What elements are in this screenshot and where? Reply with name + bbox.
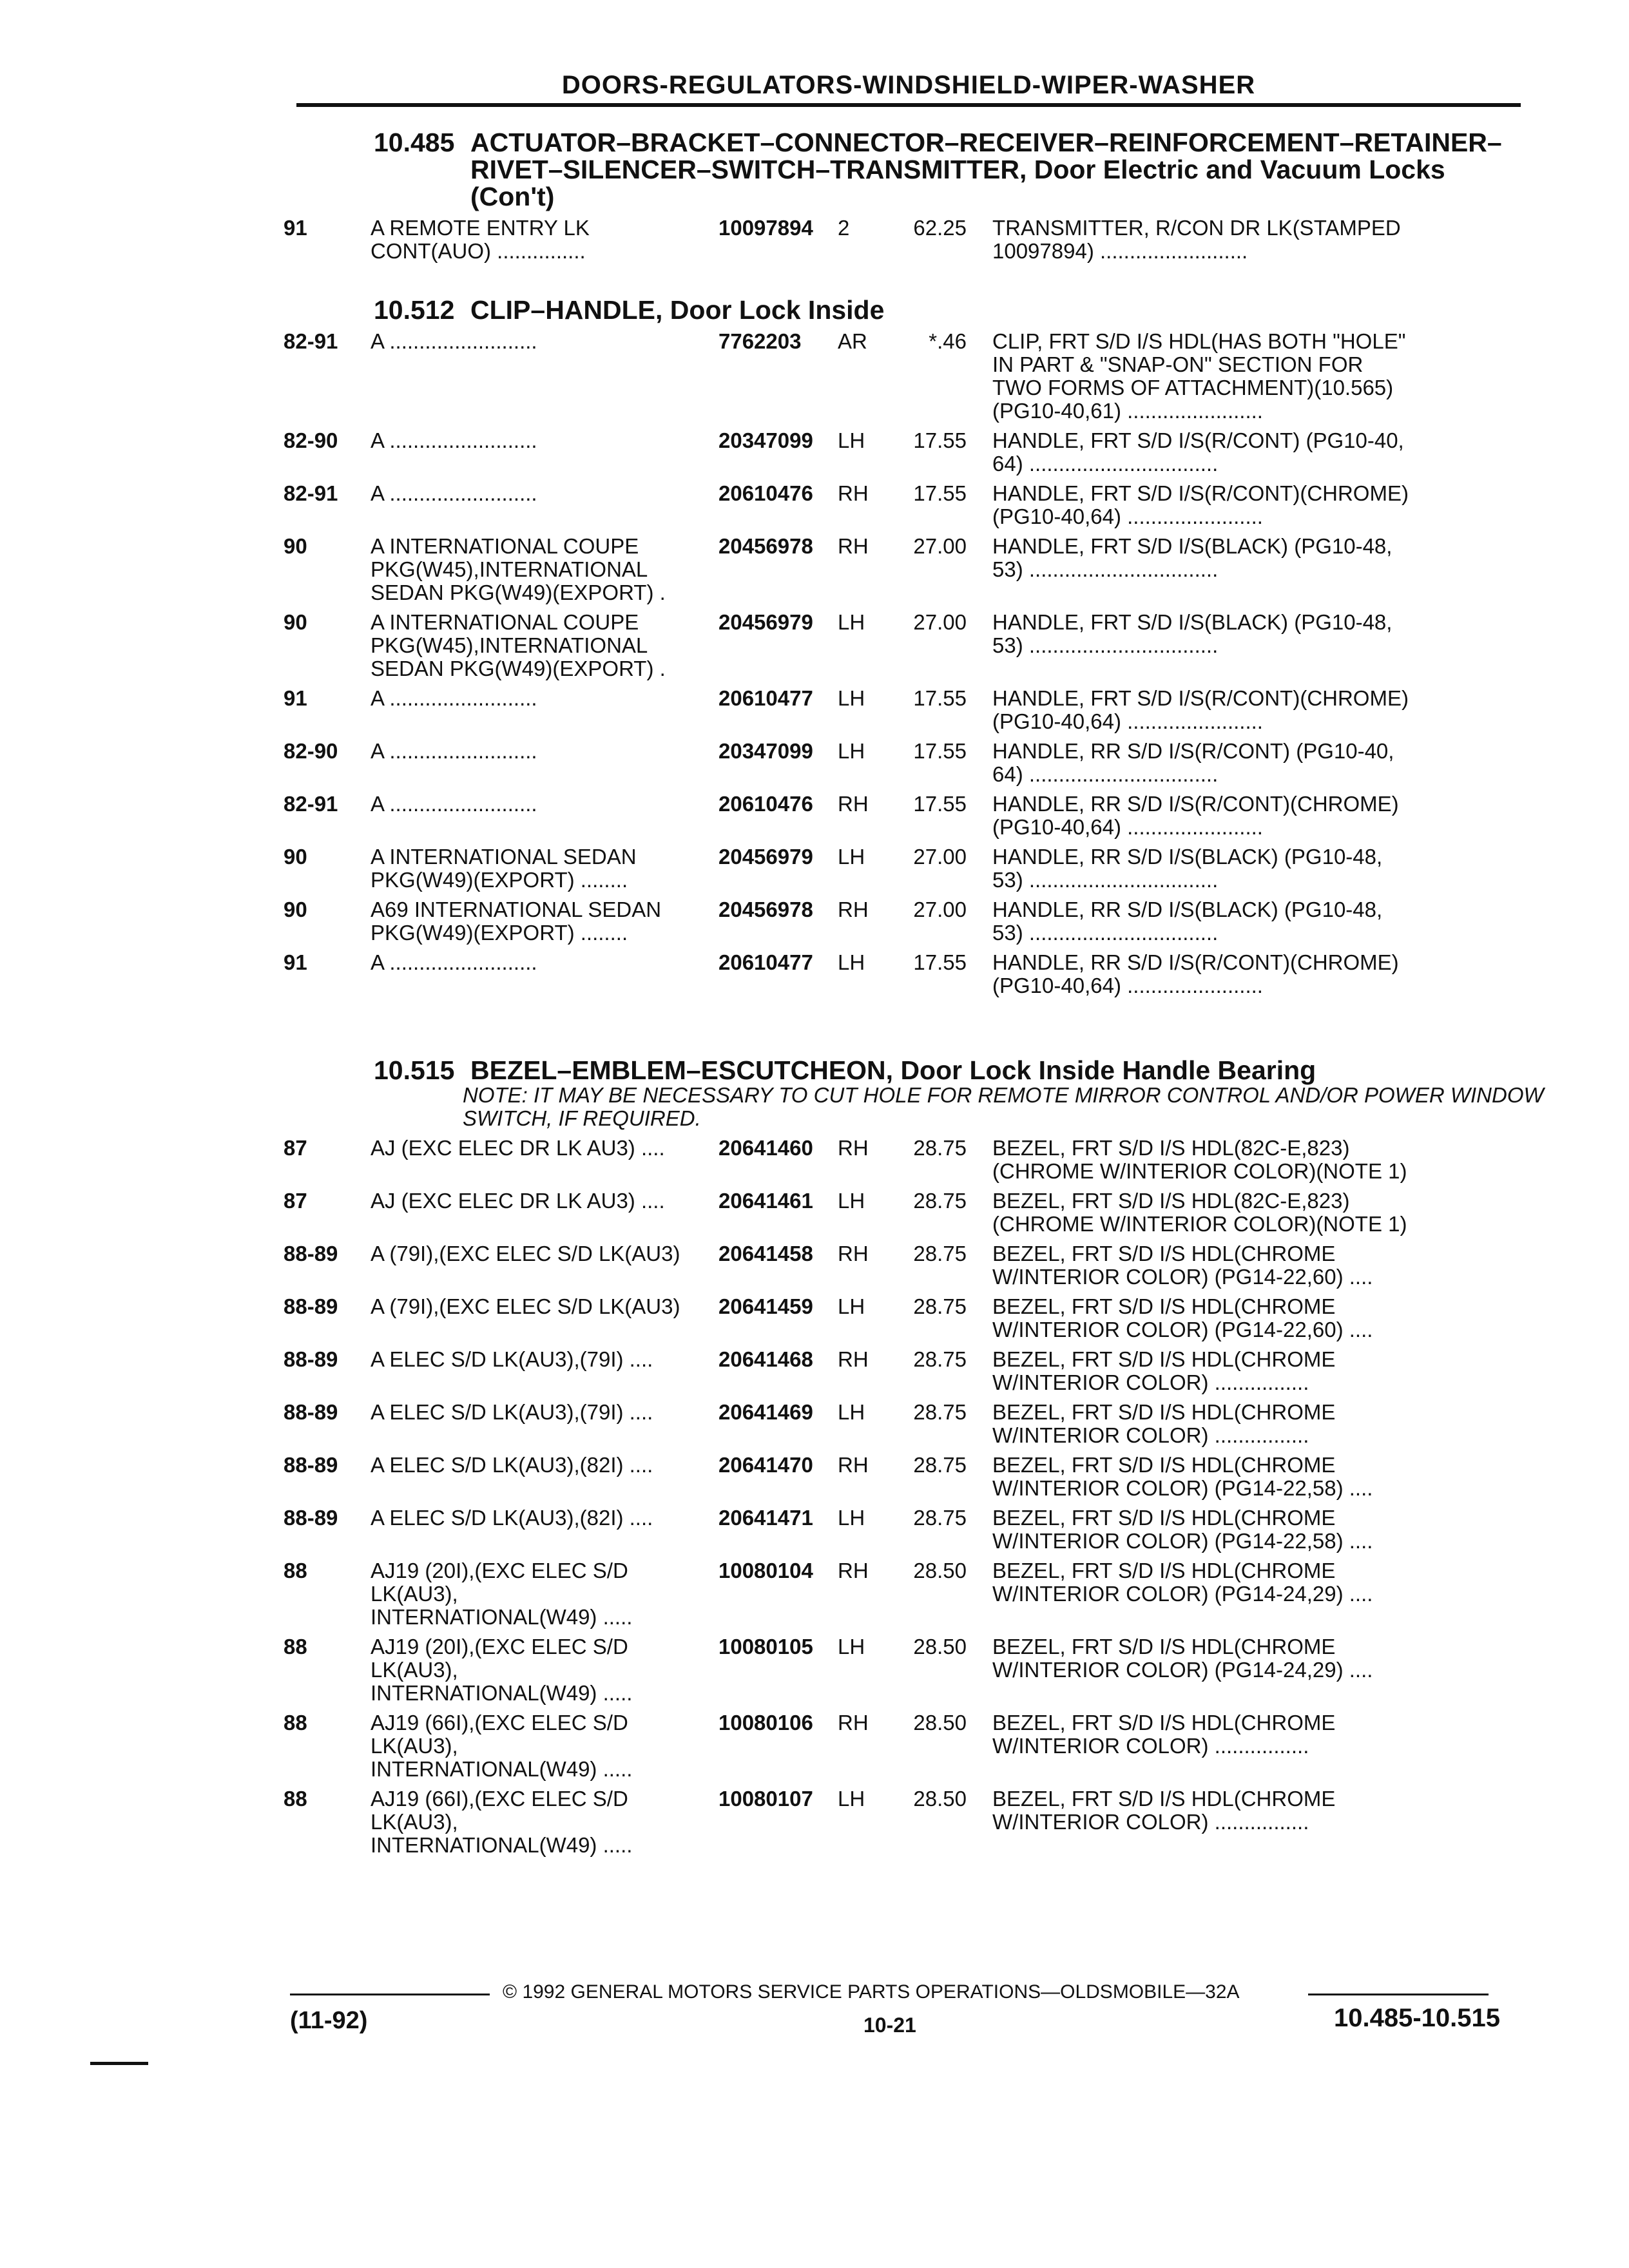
description: HANDLE, RR S/D I/S(R/CONT) (PG10-40, 64) ................................ — [992, 739, 1394, 786]
price: 28.50 — [913, 1711, 967, 1735]
price: 17.55 — [913, 428, 967, 452]
price: 28.50 — [913, 1559, 967, 1582]
price: *.46 — [929, 329, 967, 353]
parts-row — [284, 1348, 1534, 1394]
parts-row — [284, 429, 1534, 476]
price: 28.75 — [913, 1294, 967, 1318]
footer-page-number: 10-21 — [863, 2013, 916, 2037]
description: BEZEL, FRT S/D I/S HDL(82C-E,823) (CHROME W/INTERIOR COLOR)(NOTE 1) — [992, 1189, 1407, 1236]
parts-row — [284, 687, 1534, 733]
model-year: 91 — [284, 216, 307, 240]
side-qty: RH — [838, 792, 869, 816]
side-qty: RH — [838, 534, 869, 558]
application: AJ19 (66I),(EXC ELEC S/D LK(AU3), INTERNATIONAL(W49) ..... — [371, 1711, 633, 1781]
part-number: 20456979 — [718, 845, 813, 869]
parts-row — [284, 898, 1534, 945]
description: BEZEL, FRT S/D I/S HDL(CHROME W/INTERIOR COLOR) ................ — [992, 1787, 1336, 1834]
parts-row — [284, 482, 1534, 528]
application: AJ (EXC ELEC DR LK AU3) .... — [371, 1189, 665, 1213]
part-number: 20456978 — [718, 898, 813, 921]
application: AJ (EXC ELEC DR LK AU3) .... — [371, 1136, 665, 1160]
parts-row — [284, 740, 1534, 786]
description: HANDLE, FRT S/D I/S(R/CONT)(CHROME) (PG10-40,64) ....................... — [992, 686, 1409, 733]
side-qty: 2 — [838, 216, 850, 240]
description: BEZEL, FRT S/D I/S HDL(CHROME W/INTERIOR COLOR) ................ — [992, 1711, 1336, 1758]
price: 28.75 — [913, 1400, 967, 1424]
side-qty: RH — [838, 1711, 869, 1735]
price: 28.75 — [913, 1189, 967, 1213]
price: 27.00 — [913, 610, 967, 634]
side-qty: LH — [838, 1635, 865, 1658]
parts-row — [284, 1242, 1534, 1289]
price: 17.55 — [913, 792, 967, 816]
description: HANDLE, FRT S/D I/S(BLACK) (PG10-48, 53) ................................ — [992, 534, 1393, 581]
model-year: 91 — [284, 950, 307, 974]
description: BEZEL, FRT S/D I/S HDL(CHROME W/INTERIOR COLOR) ................ — [992, 1400, 1336, 1447]
parts-row — [284, 793, 1534, 839]
description: BEZEL, FRT S/D I/S HDL(82C-E,823) (CHROME W/INTERIOR COLOR)(NOTE 1) — [992, 1136, 1407, 1183]
description: BEZEL, FRT S/D I/S HDL(CHROME W/INTERIOR COLOR) ................ — [992, 1347, 1336, 1394]
parts-row — [284, 951, 1534, 997]
part-number: 20456979 — [718, 610, 813, 634]
part-number: 20641461 — [718, 1189, 813, 1213]
parts-row — [284, 216, 1534, 263]
side-qty: RH — [838, 898, 869, 921]
price: 28.75 — [913, 1453, 967, 1477]
price: 17.55 — [913, 950, 967, 974]
model-year: 88-89 — [284, 1294, 338, 1318]
application: A INTERNATIONAL COUPE PKG(W45),INTERNATIONAL SEDAN PKG(W49)(EXPORT) . — [371, 534, 666, 604]
part-number: 20456978 — [718, 534, 813, 558]
side-qty: LH — [838, 1400, 865, 1424]
application: A ELEC S/D LK(AU3),(82I) .... — [371, 1453, 653, 1477]
parts-row — [284, 1787, 1534, 1857]
application: A ELEC S/D LK(AU3),(79I) .... — [371, 1347, 653, 1371]
side-qty: LH — [838, 428, 865, 452]
page-header: DOORS-REGULATORS-WINDSHIELD-WIPER-WASHER — [561, 71, 1256, 99]
header-rule — [296, 103, 1521, 107]
application: A ......................... — [371, 428, 537, 452]
part-number: 20641458 — [718, 1242, 813, 1265]
part-number: 20347099 — [718, 428, 813, 452]
price: 17.55 — [913, 739, 967, 763]
parts-row — [284, 1559, 1534, 1629]
section-number: 10.485 — [374, 128, 455, 157]
side-qty: AR — [838, 329, 867, 353]
model-year: 82-90 — [284, 739, 338, 763]
section-title — [284, 1057, 1534, 1084]
model-year: 82-91 — [284, 329, 338, 353]
description: HANDLE, FRT S/D I/S(BLACK) (PG10-48, 53) ................................ — [992, 610, 1393, 657]
section-title — [284, 129, 1534, 210]
price: 17.55 — [913, 481, 967, 505]
application: A (79I),(EXC ELEC S/D LK(AU3) — [371, 1242, 680, 1265]
description: HANDLE, RR S/D I/S(BLACK) (PG10-48, 53) ................................ — [992, 898, 1383, 945]
side-qty: LH — [838, 1294, 865, 1318]
section-10-515 — [284, 1055, 1544, 1857]
price: 27.00 — [913, 534, 967, 558]
section-heading: BEZEL–EMBLEM–ESCUTCHEON, Door Lock Inside Handle Bearing — [470, 1055, 1316, 1085]
section-note: NOTE: IT MAY BE NECESSARY TO CUT HOLE FOR REMOTE MIRROR CONTROL AND/OR POWER WINDOW SWITCH, IF REQUIRED. — [463, 1083, 1544, 1130]
side-qty: LH — [838, 686, 865, 710]
model-year: 82-90 — [284, 428, 338, 452]
application: A ELEC S/D LK(AU3),(79I) .... — [371, 1400, 653, 1424]
parts-row — [284, 1401, 1534, 1447]
model-year: 82-91 — [284, 481, 338, 505]
description: HANDLE, RR S/D I/S(R/CONT)(CHROME) (PG10-40,64) ....................... — [992, 950, 1399, 997]
footer-right-rule — [1308, 1994, 1489, 1995]
model-year: 88-89 — [284, 1347, 338, 1371]
application: A69 INTERNATIONAL SEDAN PKG(W49)(EXPORT) ........ — [371, 898, 662, 945]
part-number: 20610477 — [718, 950, 813, 974]
section-heading: ACTUATOR–BRACKET–CONNECTOR–RECEIVER–REINFORCEMENT–RETAINER–RIVET–SILENCER–SWITCH–TRANSMITTER, Door Electric and Vacuum Locks (Con't) — [470, 128, 1502, 211]
part-number: 10080105 — [718, 1635, 813, 1658]
section-title — [284, 296, 1534, 323]
footer-date: (11-92) — [290, 2007, 368, 2034]
model-year: 90 — [284, 534, 307, 558]
section-10-512 — [284, 296, 1534, 997]
application: A INTERNATIONAL COUPE PKG(W45),INTERNATIONAL SEDAN PKG(W49)(EXPORT) . — [371, 610, 666, 680]
price: 27.00 — [913, 845, 967, 869]
section-heading: CLIP–HANDLE, Door Lock Inside — [470, 295, 885, 325]
section-10-485 — [284, 129, 1534, 263]
description: BEZEL, FRT S/D I/S HDL(CHROME W/INTERIOR COLOR) (PG14-24,29) .... — [992, 1559, 1373, 1606]
application: AJ19 (20I),(EXC ELEC S/D LK(AU3), INTERNATIONAL(W49) ..... — [371, 1559, 633, 1629]
description: BEZEL, FRT S/D I/S HDL(CHROME W/INTERIOR COLOR) (PG14-22,60) .... — [992, 1294, 1373, 1341]
application: AJ19 (66I),(EXC ELEC S/D LK(AU3), INTERNATIONAL(W49) ..... — [371, 1787, 633, 1857]
description: HANDLE, FRT S/D I/S(R/CONT)(CHROME) (PG10-40,64) ....................... — [992, 481, 1409, 528]
part-number: 10097894 — [718, 216, 813, 240]
price: 28.50 — [913, 1787, 967, 1811]
model-year: 88 — [284, 1787, 307, 1811]
parts-row — [284, 1189, 1534, 1236]
parts-row — [284, 1635, 1534, 1705]
parts-row — [284, 1454, 1534, 1500]
description: TRANSMITTER, R/CON DR LK(STAMPED 10097894) ......................... — [992, 216, 1401, 263]
part-number: 10080107 — [718, 1787, 813, 1811]
parts-row — [284, 1506, 1534, 1553]
application: A ......................... — [371, 329, 537, 353]
model-year: 88 — [284, 1559, 307, 1582]
model-year: 88 — [284, 1711, 307, 1735]
description: HANDLE, RR S/D I/S(BLACK) (PG10-48, 53) ................................ — [992, 845, 1383, 892]
part-number: 20610476 — [718, 481, 813, 505]
model-year: 88 — [284, 1635, 307, 1658]
description: BEZEL, FRT S/D I/S HDL(CHROME W/INTERIOR COLOR) (PG14-24,29) .... — [992, 1635, 1373, 1682]
description: BEZEL, FRT S/D I/S HDL(CHROME W/INTERIOR COLOR) (PG14-22,58) .... — [992, 1453, 1373, 1500]
part-number: 20610476 — [718, 792, 813, 816]
model-year: 88-89 — [284, 1453, 338, 1477]
side-qty: LH — [838, 845, 865, 869]
side-qty: LH — [838, 610, 865, 634]
part-number: 20641471 — [718, 1506, 813, 1530]
parts-row — [284, 845, 1534, 892]
footer-left-rule — [290, 1994, 490, 1995]
parts-row — [284, 330, 1534, 423]
parts-row — [284, 1711, 1534, 1781]
model-year: 90 — [284, 610, 307, 634]
price: 28.75 — [913, 1242, 967, 1265]
part-number: 7762203 — [718, 329, 802, 353]
description: CLIP, FRT S/D I/S HDL(HAS BOTH "HOLE" IN PART & "SNAP-ON" SECTION FOR TWO FORMS OF ATTACHMENT)(10.565) (PG10-40,61) ....................... — [992, 329, 1406, 423]
price: 27.00 — [913, 898, 967, 921]
side-qty: RH — [838, 1453, 869, 1477]
side-qty: LH — [838, 1506, 865, 1530]
model-year: 87 — [284, 1189, 307, 1213]
section-number: 10.515 — [374, 1055, 455, 1085]
side-qty: RH — [838, 1136, 869, 1160]
price: 28.75 — [913, 1347, 967, 1371]
model-year: 88-89 — [284, 1400, 338, 1424]
parts-row — [284, 611, 1534, 680]
side-qty: RH — [838, 1559, 869, 1582]
side-qty: RH — [838, 1347, 869, 1371]
price: 28.50 — [913, 1635, 967, 1658]
application: AJ19 (20I),(EXC ELEC S/D LK(AU3), INTERNATIONAL(W49) ..... — [371, 1635, 633, 1705]
part-number: 20641468 — [718, 1347, 813, 1371]
part-number: 20641459 — [718, 1294, 813, 1318]
part-number: 10080106 — [718, 1711, 813, 1735]
description: BEZEL, FRT S/D I/S HDL(CHROME W/INTERIOR COLOR) (PG14-22,58) .... — [992, 1506, 1373, 1553]
application: A (79I),(EXC ELEC S/D LK(AU3) — [371, 1294, 680, 1318]
model-year: 90 — [284, 845, 307, 869]
part-number: 20641469 — [718, 1400, 813, 1424]
application: A ELEC S/D LK(AU3),(82I) .... — [371, 1506, 653, 1530]
application: A ......................... — [371, 950, 537, 974]
part-number: 20641460 — [718, 1136, 813, 1160]
application: A ......................... — [371, 686, 537, 710]
side-qty: LH — [838, 739, 865, 763]
side-qty: RH — [838, 481, 869, 505]
model-year: 88-89 — [284, 1242, 338, 1265]
parts-row — [284, 1137, 1534, 1183]
description: HANDLE, FRT S/D I/S(R/CONT) (PG10-40, 64) ................................ — [992, 428, 1404, 476]
side-qty: LH — [838, 950, 865, 974]
part-number: 10080104 — [718, 1559, 813, 1582]
price: 28.75 — [913, 1506, 967, 1530]
footer-copyright: © 1992 GENERAL MOTORS SERVICE PARTS OPERATIONS—OLDSMOBILE—32A — [503, 1981, 1240, 2003]
application: A ......................... — [371, 792, 537, 816]
parts-row — [284, 535, 1534, 604]
parts-row — [284, 1295, 1534, 1341]
model-year: 91 — [284, 686, 307, 710]
corner-mark — [90, 2062, 148, 2071]
footer-section-range: 10.485-10.515 — [1334, 2004, 1501, 2032]
part-number: 20347099 — [718, 739, 813, 763]
description: HANDLE, RR S/D I/S(R/CONT)(CHROME) (PG10-40,64) ....................... — [992, 792, 1399, 839]
side-qty: LH — [838, 1787, 865, 1811]
price: 28.75 — [913, 1136, 967, 1160]
price: 62.25 — [913, 216, 967, 240]
side-qty: LH — [838, 1189, 865, 1213]
model-year: 90 — [284, 898, 307, 921]
application: A ......................... — [371, 739, 537, 763]
part-number: 20641470 — [718, 1453, 813, 1477]
application: A ......................... — [371, 481, 537, 505]
model-year: 82-91 — [284, 792, 338, 816]
model-year: 87 — [284, 1136, 307, 1160]
section-number: 10.512 — [374, 295, 455, 325]
model-year: 88-89 — [284, 1506, 338, 1530]
price: 17.55 — [913, 686, 967, 710]
side-qty: RH — [838, 1242, 869, 1265]
application: A INTERNATIONAL SEDAN PKG(W49)(EXPORT) ........ — [371, 845, 637, 892]
description: BEZEL, FRT S/D I/S HDL(CHROME W/INTERIOR COLOR) (PG14-22,60) .... — [992, 1242, 1373, 1289]
part-number: 20610477 — [718, 686, 813, 710]
application: A REMOTE ENTRY LK CONT(AUO) ............... — [371, 216, 590, 263]
